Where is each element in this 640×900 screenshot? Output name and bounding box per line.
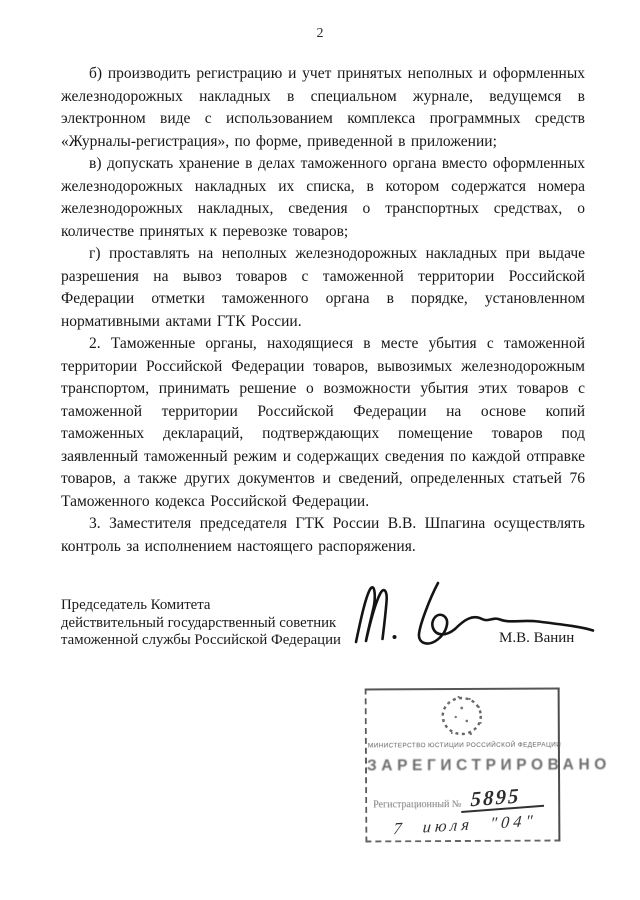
signatory-name: М.В. Ванин [499,630,575,646]
ministry-seal-icon [437,693,487,741]
paragraph: г) проставлять на неполных железнодорожных накладных при выдаче разрешения на вывоз товаров с таможенной территории Российской Федерации отметки таможенного органа в порядке, установленном нормативными актами ГТК России. [61,245,585,330]
paragraph: в) допускать хранение в делах таможенного органа вместо оформленных железнодорожных накладных их списка, в котором содержатся номера железнодорожных накладных, сведения о транспортных средствах, о количестве принятых к перевозке товаров; [61,155,585,240]
document-body [61,63,585,558]
signatory-title-line: действительный государственный советник [61,614,337,631]
paragraph: 2. Таможенные органы, находящиеся в месте убытия с таможенной территории Российской Федерации товаров, вывозимых железнодорожным транспортом, принимать решение о возможности убытия этих товаров с таможенной территории Российской Федерации на основе копий таможенных деклараций, подтверждающих помещение товаров под заявленный таможенный режим и содержащих сведения по каждой отправке товаров, а также других документов и сведений, определенных статьей 76 Таможенного кодекса Российской Федерации. [61,335,585,510]
stamp-ministry-line: МИНИСТЕРСТВО ЮСТИЦИИ РОССИЙСКОЙ ФЕДЕРАЦИИ [367,741,562,750]
signatory-title-block [61,597,341,650]
stamp-registration-number-line [373,783,544,814]
signature-dot [393,635,397,639]
registration-stamp [365,687,611,842]
paragraph: 3. Заместителя председателя ГТК России В.В. Шпагина осуществлять контроль за исполнением настоящего распоряжения. [61,515,585,555]
signatory-title-line: Председатель Комитета [61,597,211,613]
stamp-handwritten-date: 7 июля "04" [392,810,538,839]
paragraph: б) производить регистрацию и учет принятых неполных и оформленных железнодорожных накладных в специальном журнале, ведущемся в электронном виде с использованием комплекса программных средств «Журналы-регистрация», по форме, приведенной в приложении; [61,65,585,150]
registration-number-label: Регистрационный № [373,799,462,811]
registration-number-value: 5895 [461,785,544,813]
stamp-registered-label: ЗАРЕГИСТРИРОВАНО [366,756,611,775]
signatory-title-line: таможенной службы Российской Федерации [61,632,341,649]
page-number: 2 [316,26,324,41]
